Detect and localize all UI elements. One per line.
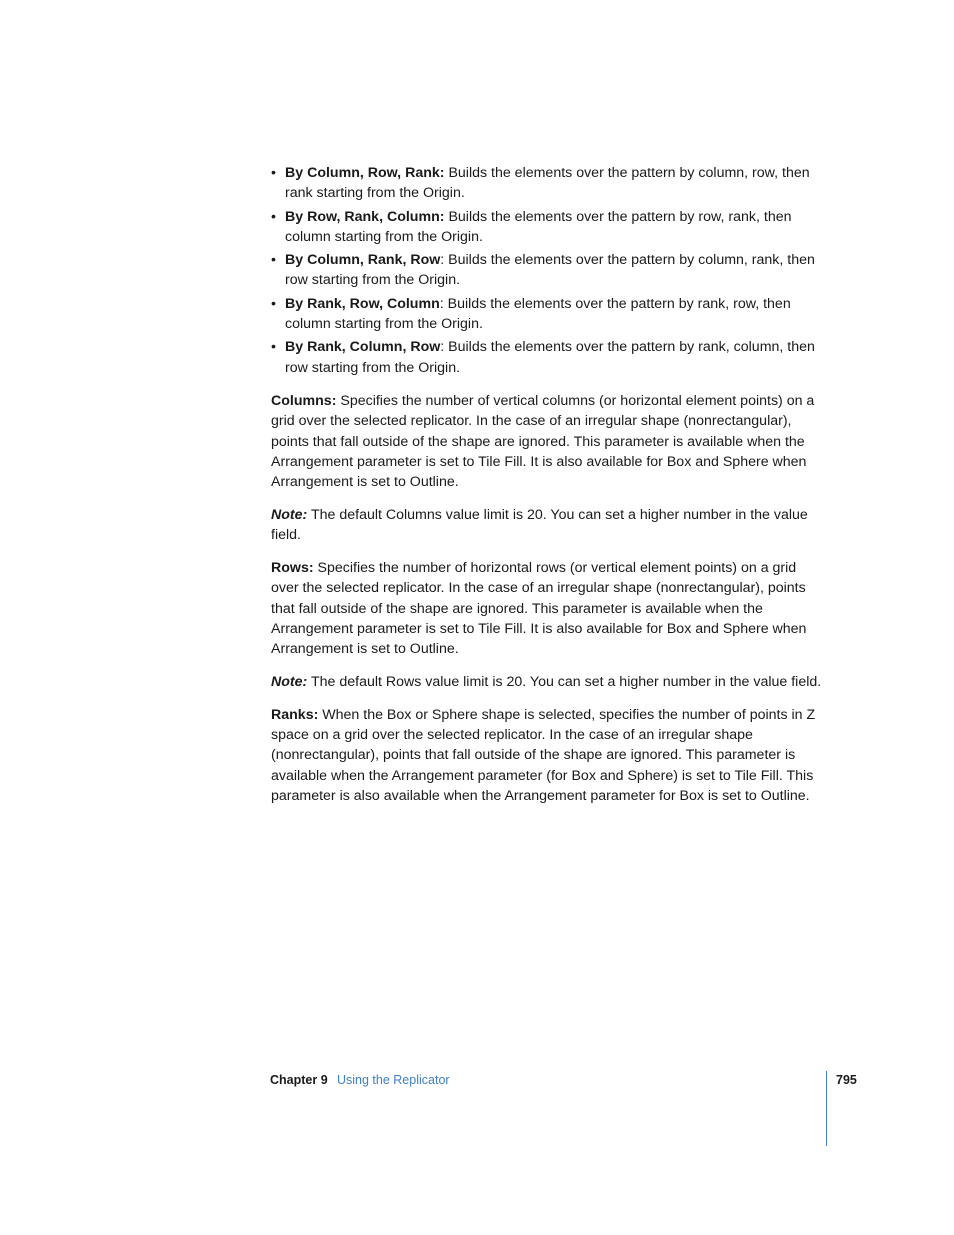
bullet-icon: •	[271, 252, 276, 269]
ranks-term: Ranks:	[271, 706, 319, 723]
columns-paragraph	[271, 391, 826, 492]
rows-note	[271, 672, 826, 692]
page-body	[271, 163, 826, 819]
footer-chapter-label: Chapter 9	[270, 1073, 328, 1087]
ranks-text: When the Box or Sphere shape is selected, specifies the number of points in Z space on a grid over the selected replicator. In the case of an irregular shape (nonrectangular), points that fall outside of the shape are ignored. This parameter is available when the Arrangement parameter (for Box and Sphere) is set to Tile Fill. This parameter is also available when the Arrangement parameter for Box is set to Outline.	[271, 706, 816, 805]
note-text: The default Rows value limit is 20. You can set a higher number in the value field.	[310, 674, 822, 691]
columns-note	[271, 505, 826, 546]
list-item-term: By Rank, Row, Column	[285, 295, 440, 312]
list-item-text: : Builds the elements over the pattern by rank, column, then row starting from the Origin.	[285, 339, 815, 376]
list-item-text: : Builds the elements over the pattern by rank, row, then column starting from the Origin.	[285, 295, 791, 333]
list-item-term: By Row, Rank, Column:	[285, 208, 445, 225]
build-order-list	[271, 163, 826, 378]
list-item-term: By Rank, Column, Row	[285, 339, 441, 356]
rows-paragraph	[271, 558, 826, 659]
footer-chapter-title: Using the Replicator	[337, 1073, 450, 1087]
bullet-icon: •	[271, 339, 276, 356]
rows-term: Rows:	[271, 560, 314, 577]
list-item	[271, 250, 826, 291]
bullet-icon: •	[271, 165, 276, 181]
bullet-icon: •	[271, 208, 276, 225]
list-item	[271, 337, 826, 378]
list-item	[271, 207, 826, 248]
rows-text: Specifies the number of horizontal rows (or vertical element points) on a grid over the selected replicator. In the case of an irregular shape (nonrectangular), points that fall outside of the shape are ignored. This parameter is available when the Arrangement parameter is set to Tile Fill. It is also available for Box and Sphere when Arrangement is set to Outline.	[271, 560, 807, 658]
list-item-term: By Column, Rank, Row	[285, 252, 441, 269]
list-item-term: By Column, Row, Rank:	[285, 165, 445, 181]
list-item	[271, 294, 826, 335]
list-item-text: Builds the elements over the pattern by column, row, then rank starting from the Origin.	[285, 165, 810, 202]
bullet-icon: •	[271, 295, 276, 312]
columns-term: Columns:	[271, 392, 337, 409]
note-text: The default Columns value limit is 20. You can set a higher number in the value field.	[271, 506, 808, 544]
footer-divider	[826, 1071, 827, 1146]
list-item-text: Builds the elements over the pattern by row, rank, then column starting from the Origin.	[285, 208, 792, 245]
list-item	[271, 163, 826, 204]
columns-text: Specifies the number of vertical columns (or horizontal element points) on a grid over the selected replicator. In the case of an irregular shape (nonrectangular), points that fall outside of the shape are ignored. This parameter is available when the Arrangement parameter is set to Tile Fill. It is also available for Box and Sphere when Arrangement is set to Outline.	[271, 392, 815, 491]
note-label: Note:	[271, 674, 308, 691]
list-item-text: : Builds the elements over the pattern by column, rank, then row starting from the Origin.	[285, 252, 815, 289]
ranks-paragraph	[271, 705, 826, 806]
note-label: Note:	[271, 506, 308, 523]
page-number: 795	[836, 1073, 857, 1087]
